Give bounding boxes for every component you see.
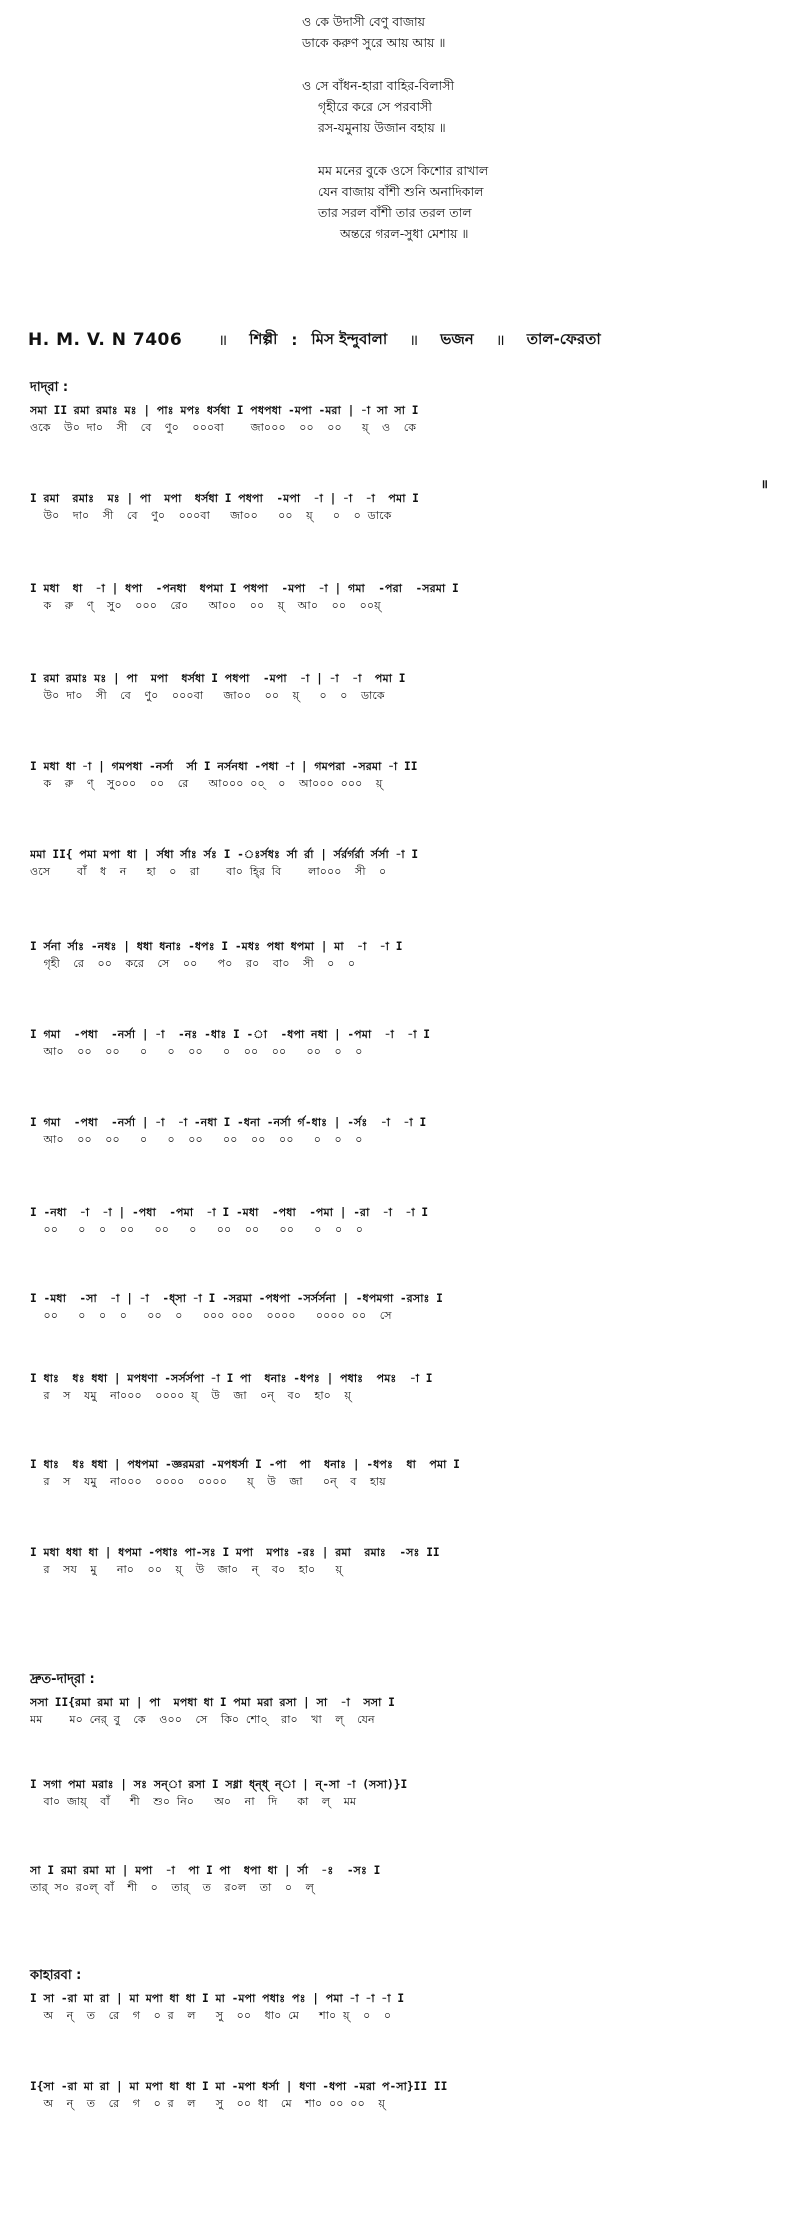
syllable-line: ক রু ণ্ সু০ ০০০ রে০ আ০০ ০০ য়্ আ০ ০০ ০০য়্ [30, 599, 381, 612]
swara-line: সা I রমা রমা মা | মপা -া পা I পা ধপা ধা | র্সা -ঃ -সঃ I [30, 1864, 381, 1877]
notation-row [0, 1026, 800, 1066]
swara-line: সমা II রমা রমাঃ মঃ | পাঃ মপঃ ধর্সধা I পধপধা -মপা -মরা | -া সা সা I [30, 404, 419, 417]
notation-row [0, 758, 800, 798]
lyric-line: ও কে উদাসী বেণু বাজায় [302, 14, 426, 29]
syllable-line: অ ন্ ত রে গ ০ র ল সু ০০ ধা০ মে শা০ য়্ ০ ০ [30, 2009, 392, 2022]
syllable-line: ওসে বাঁ ধ ন হা ০ রা বা০ হি্র বি লা০০০ সী ০ [30, 865, 387, 878]
notation-row [0, 580, 800, 620]
swara-line: I রমা রমাঃ মঃ | পা মপা ধর্সধা I পধপা -মপা -া | -া -া পমা I [30, 492, 419, 505]
lyric-line: মম মনের বুকে ওসে কিশোর রাখাল [318, 163, 489, 178]
notation-row [0, 2078, 800, 2118]
separator: ॥ [495, 331, 505, 349]
notation-row [0, 1204, 800, 1244]
swara-line: I ধাঃ ধঃ ধধা | মপধণা -সর্সর্সপা -া I পা ধনাঃ -ধপঃ | পধাঃ পমঃ -া I [30, 1372, 433, 1385]
syllable-line: ওকে উ০ দা০ সী বে ণু০ ০০০বা জা০০০ ০০ ০০ য়্ ও কে [30, 421, 417, 434]
swara-line: I -নধা -া -া | -পধা -পমা -া I -মধা -পধা -পমা | -রা -া -া I [30, 1206, 429, 1219]
syllable-line: গৃহী রে ০০ করে সে ০০ প০ র০ বা০ সী ০ ০ [30, 957, 356, 970]
swara-line: I গমা -পধা -নর্সা | -া -া -নধা I -ধনা -নর্সা র্গ-ধাঃ | -র্সঃ -া -া I [30, 1116, 427, 1129]
separator: ॥ [218, 331, 228, 349]
swara-line: মমা II{ পমা মপা ধা | র্সধা র্সাঃ র্সঃ I -ঃর্সধঃ র্সা র্রা | র্সর্রর্গর্রা র্সর্সা -া I [30, 848, 419, 861]
notation-row [0, 1456, 800, 1496]
lyric-line: ও সে বাঁধন-হারা বাহির-বিলাসী [302, 78, 455, 93]
separator: ॥ [409, 331, 419, 349]
syllable-line: উ০ দা০ সী বে ণু০ ০০০বা জা০০ ০০ য়্ ০ ০ ডাকে [30, 509, 392, 522]
notation-row [0, 670, 800, 710]
notation-row [0, 1694, 800, 1734]
swara-line: I সা -রা মা রা | মা মপা ধা ধা I মা -মপা পধাঃ পঃ | পমা -া -া -া I [30, 1992, 405, 2005]
notation-row [0, 1290, 800, 1330]
notation-row [0, 938, 800, 978]
syllable-line: মম ম০ নের্ বু কে ও০০ সে কি০ শো০্ রা০ খা ল্ যেন [30, 1713, 375, 1726]
artist-colon: : [291, 331, 298, 349]
lyric-line: রস-যমুনায় উজান বহায় ॥ [318, 120, 446, 135]
swara-line: I গমা -পধা -নর্সা | -া -নঃ -ধাঃ I -া -ধপা নধা | -পমা -া -া I [30, 1028, 431, 1041]
syllable-line: ০০ ০ ০ ০ ০০ ০ ০০০ ০০০ ০০০০ ০০০০ ০০ সে [30, 1309, 392, 1322]
syllable-line: উ০ দা০ সী বে ণু০ ০০০বা জা০০ ০০ য়্ ০ ০ ডাকে [30, 689, 385, 702]
swara-line: I ধাঃ ধঃ ধধা | পধপমা -জ্ঞরমরা -মপধর্সা I -পা পা ধনাঃ | -ধপঃ ধা পমা I [30, 1458, 460, 1471]
lyric-line: যেন বাজায় বাঁশী শুনি অনাদিকাল [318, 184, 484, 199]
syllable-line: তার্ স০ র০ল্ বাঁ শী ০ তার্ ত র০ল তা ০ ল্ [30, 1881, 314, 1894]
swara-line: I সগা পমা মরাঃ | সঃ সন্‌া রসা I সধ্না ধ্ন্‌ধ্ ন্‌া | ন্‌-সা -া (সসা)}I [30, 1778, 408, 1791]
syllable-line: ০০ ০ ০ ০০ ০০ ০ ০০ ০০ ০০ ০ ০ ০ [30, 1223, 363, 1236]
notation-row [0, 1544, 800, 1584]
section-label: দ্রুত-দাদ্‌রা : [30, 1672, 95, 1687]
lyric-line: অন্তরে গরল-সুধা মেশায় ॥ [340, 226, 469, 241]
artist-label: শিল্পী [249, 329, 278, 348]
notation-row [0, 477, 800, 530]
repeat-mark: ॥ [760, 477, 768, 491]
genre: ভজন [440, 329, 474, 348]
artist-name: মিস ইন্দুবালা [311, 329, 388, 348]
notation-row [0, 1990, 800, 2030]
lyric-line: ডাকে করুণ সুরে আয় আয় ॥ [302, 35, 446, 50]
syllable-line: ক রু ণ্ সু০০০ ০০ রে আ০০০ ০০্ ০ আ০০০ ০০০ য়্ [30, 777, 383, 790]
swara-line: I -মধা -সা -া | -া -ধ্সা -া I -সরমা -পধপা -সর্সর্সনা | -ধপমগা -রসাঃ I [30, 1292, 443, 1305]
notation-row [0, 1862, 800, 1902]
tala: তাল-ফেরতা [526, 329, 601, 348]
notation-row [0, 1776, 800, 1816]
syllable-line: র সয মু না০ ০০ য়্ উ জা০ ন্ ব০ হা০ য়্ [30, 1563, 343, 1576]
swara-line: I রমা রমাঃ মঃ | পা মপা ধর্সধা I পধপা -মপা -া | -া -া পমা I [30, 672, 406, 685]
swara-line: সসা II{রমা রমা মা | পা মপধা ধা I পমা মরা রসা | সা -া সসা I [30, 1696, 395, 1709]
swara-line: I মধা ধা -া | গমপধা -নর্সা র্সা I নর্সনধা -পধা -া | গমপরা -সরমা -া II [30, 760, 418, 773]
section-label: দাদ্‌রা : [30, 380, 69, 395]
syllable-line: র স যমু না০০০ ০০০০ য়্ উ জা ০ন্ ব০ হা০ য়্ [30, 1389, 351, 1402]
swara-line: I র্সনা র্সাঃ -নধঃ | ধধা ধনাঃ -ধপঃ I -মধঃ পধা ধপমা | মা -া -া I [30, 940, 403, 953]
record-number: H. M. V. N 7406 [28, 330, 183, 350]
syllable-line: অ ন্ ত রে গ ০ র ল সু ০০ ধা মে শা০ ০০ ০০ য়্ [30, 2097, 385, 2110]
notation-row [0, 402, 800, 442]
syllable-line: র স যমু না০০০ ০০০০ ০০০০ য়্ উ জা ০ন্ ব হায় [30, 1475, 386, 1488]
syllable-line: আ০ ০০ ০০ ০ ০ ০০ ০ ০০ ০০ ০০ ০ ০ [30, 1045, 363, 1058]
syllable-line: বা০ জায়্ বাঁ শী শু০ নি০ অ০ না দি কা ল্ মম [30, 1795, 357, 1808]
notation-row [0, 1114, 800, 1154]
syllable-line: আ০ ০০ ০০ ০ ০ ০০ ০০ ০০ ০০ ০ ০ ০ [30, 1133, 363, 1146]
notation-row [0, 846, 800, 886]
notation-row [0, 1370, 800, 1410]
swara-line: I{সা -রা মা রা | মা মপা ধা ধা I মা -মপা ধর্সা | ধণা -ধপা -মরা প-সা}II II [30, 2080, 448, 2093]
lyric-line: গৃহীরে করে সে পরবাসী [318, 99, 432, 114]
swara-line: I মধা ধধা ধা | ধপমা -পধাঃ পা-সঃ I মপা মপাঃ -রঃ | রমা রমাঃ -সঃ II [30, 1546, 440, 1559]
section-label: কাহারবা : [30, 1968, 82, 1983]
swara-line: I মধা ধা -া | ধপা -পনধা ধপমা I পধপা -মপা -া | গমা -পরা -সরমা I [30, 582, 459, 595]
lyric-line: তার সরল বাঁশী তার তরল তাল [318, 205, 472, 220]
